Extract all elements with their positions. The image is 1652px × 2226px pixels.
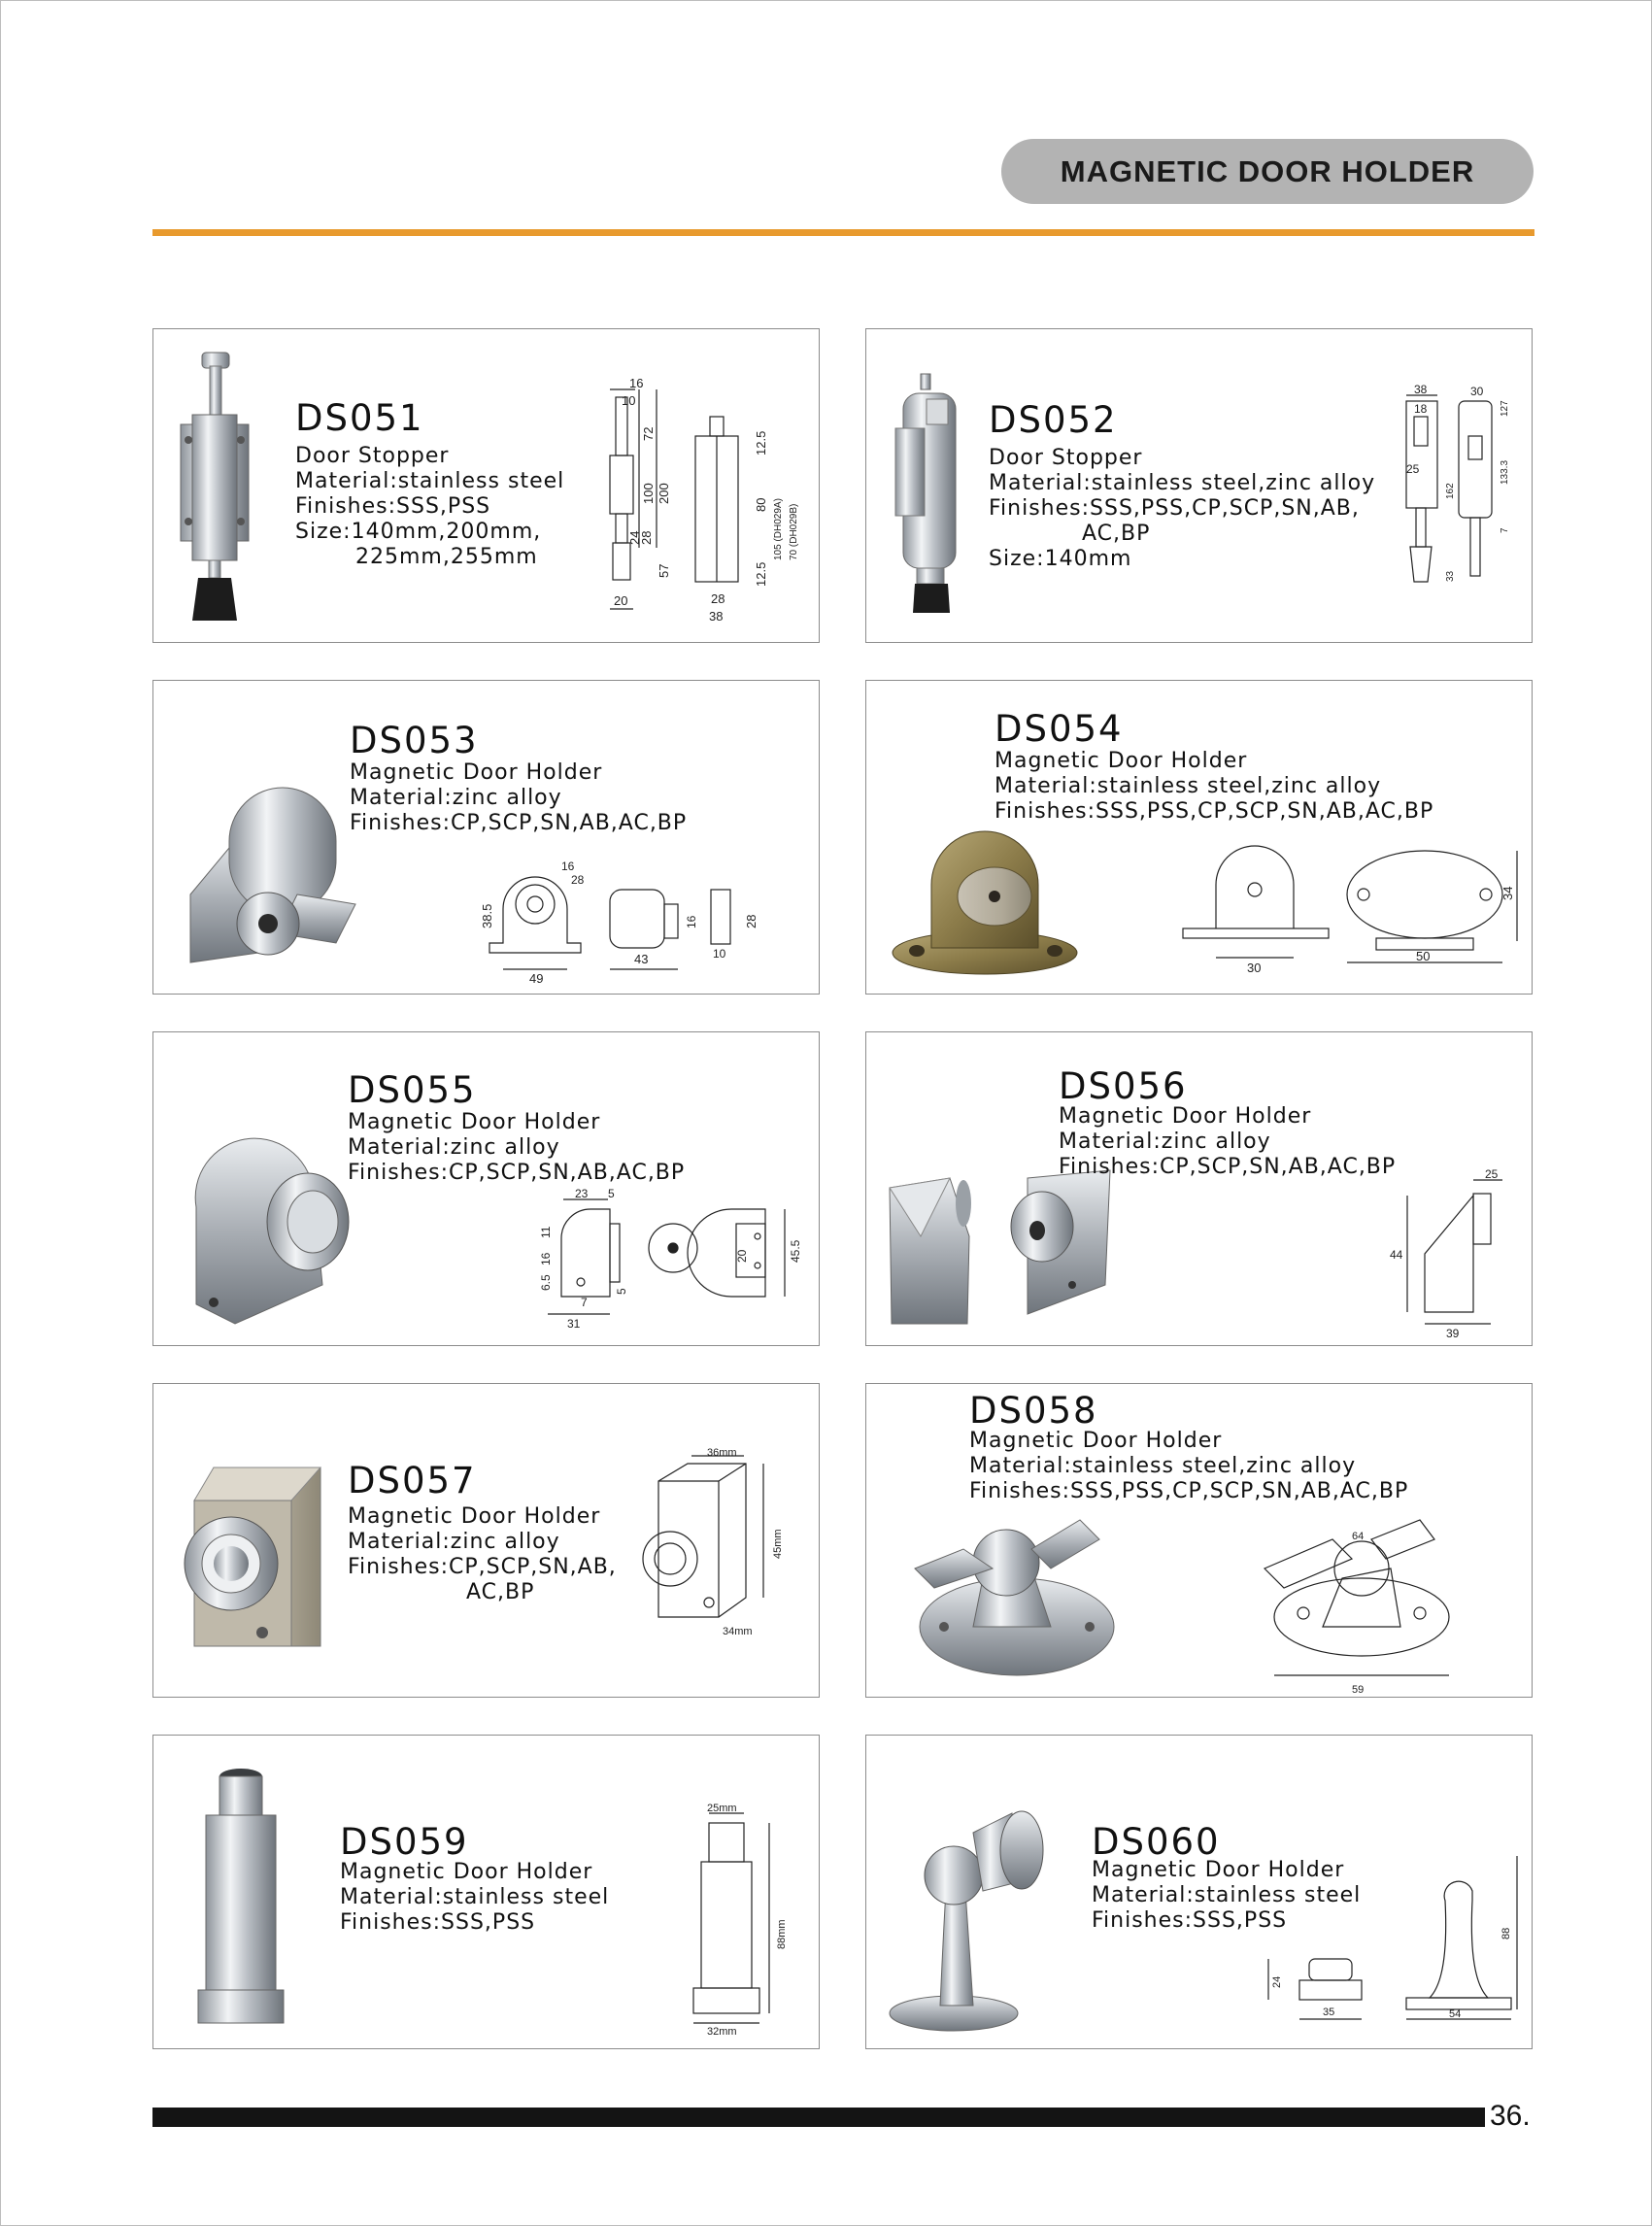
ds057-code: DS057 [348,1460,477,1501]
ds055-dim-7: 7 [581,1296,588,1309]
ds055-code: DS055 [348,1069,477,1111]
ds059-code: DS059 [340,1821,469,1863]
ds055-dim-5b: 5 [615,1288,628,1295]
ds058-type: Magnetic Door Holder [969,1429,1223,1453]
ds056-product-photo [882,1168,1115,1333]
ds055-technical-drawing [539,1187,814,1345]
ds054-dim-50: 50 [1416,949,1431,963]
ds055-dim-455: 45.5 [789,1239,802,1263]
ds060-finishes: Finishes:SSS,PSS [1092,1908,1288,1933]
ds057-finishes-cont: AC,BP [466,1580,535,1604]
ds052-dim-162: 162 [1445,483,1456,499]
ds052-type: Door Stopper [989,446,1143,470]
ds051-dim-12b: 12.5 [754,561,768,587]
ds053-dim-43: 43 [634,952,649,966]
ds054-dim-34: 34 [1500,886,1515,900]
ds056-material: Material:zinc alloy [1059,1130,1271,1154]
ds052-dim-127: 127 [1500,400,1510,417]
product-card-ds059 [152,1735,820,2049]
ds057-material: Material:zinc alloy [348,1530,560,1554]
ds051-dim-70: 70 (DH029B) [789,503,799,560]
ds059-product-photo [192,1763,299,2035]
ds056-dim-44: 44 [1390,1248,1403,1262]
ds057-technical-drawing [629,1447,794,1646]
ds060-dim-24: 24 [1271,1975,1283,1988]
ds051-dim-100: 100 [641,483,656,504]
ds053-dim-16b: 16 [685,915,698,928]
product-card-ds058 [865,1383,1533,1698]
ds055-dim-5: 5 [608,1187,615,1200]
ds056-finishes: Finishes:CP,SCP,SN,AB,AC,BP [1059,1155,1397,1179]
ds060-material: Material:stainless steel [1092,1883,1362,1907]
ds060-dim-54: 54 [1449,2008,1462,2020]
ds051-dim-105: 105 (DH029A) [773,498,784,560]
ds053-technical-drawing [474,851,814,987]
ds057-dim-36: 36mm [707,1447,737,1459]
ds057-finishes: Finishes:CP,SCP,SN,AB, [348,1555,617,1579]
ds051-dim-38: 38 [709,609,724,624]
ds051-dim-12a: 12.5 [754,430,768,455]
ds060-product-photo [876,1774,1061,2037]
ds052-dim-18: 18 [1414,402,1428,416]
ds051-product-photo [173,347,280,628]
page-number: 36. [1490,2100,1531,2132]
ds059-dim-32: 32mm [707,2026,737,2038]
ds058-material: Material:stainless steel,zinc alloy [969,1454,1357,1478]
ds058-dim-59: 59 [1352,1684,1365,1696]
ds055-type: Magnetic Door Holder [348,1110,601,1134]
ds059-type: Magnetic Door Holder [340,1860,593,1884]
header-rule [152,229,1534,236]
ds053-type: Magnetic Door Holder [350,760,603,785]
ds055-product-photo [177,1130,371,1333]
ds052-dim-7: 7 [1500,527,1510,533]
ds051-material: Material:stainless steel [295,469,565,493]
ds055-dim-65: 6.5 [539,1274,553,1291]
ds055-dim-23: 23 [575,1187,589,1200]
ds055-dim-31: 31 [567,1317,581,1331]
product-card-ds055 [152,1031,820,1346]
ds051-dim-28: 28 [639,530,654,545]
ds051-dim-57: 57 [657,563,671,578]
ds051-dim-20: 20 [614,593,628,608]
ds055-dim-11: 11 [539,1226,553,1238]
ds060-type: Magnetic Door Holder [1092,1858,1345,1882]
ds053-dim-28: 28 [571,873,585,887]
ds058-finishes: Finishes:SSS,PSS,CP,SCP,SN,AB,AC,BP [969,1479,1409,1503]
ds055-dim-20: 20 [735,1249,749,1263]
ds059-dim-25: 25mm [707,1803,737,1814]
ds055-material: Material:zinc alloy [348,1135,560,1160]
ds051-technical-drawing [581,378,804,635]
ds053-code: DS053 [350,720,479,761]
ds051-dim-10: 10 [622,393,636,408]
ds060-dim-88: 88 [1500,1927,1512,1939]
ds058-code: DS058 [969,1390,1098,1432]
ds052-technical-drawing [1391,383,1517,611]
ds051-size-cont: 225mm,255mm [355,545,538,569]
ds055-dim-16: 16 [539,1252,553,1265]
ds051-finishes: Finishes:SSS,PSS [295,494,491,519]
ds060-dim-35: 35 [1323,2007,1335,2018]
ds056-type: Magnetic Door Holder [1059,1104,1312,1129]
ds051-dim-16: 16 [629,376,644,390]
ds053-dim-28b: 28 [744,914,759,928]
ds060-code: DS060 [1092,1821,1221,1863]
ds051-dim-24: 24 [627,530,642,545]
ds052-finishes: Finishes:SSS,PSS,CP,SCP,SN,AB, [989,496,1360,521]
ds053-product-photo [171,778,365,982]
ds053-dim-385: 38.5 [480,903,494,928]
ds057-dim-45: 45mm [772,1529,784,1559]
ds052-dim-25: 25 [1406,462,1420,476]
product-card-ds051 [152,328,820,643]
ds054-dim-30: 30 [1247,961,1262,975]
ds051-code: DS051 [295,397,424,439]
ds059-technical-drawing [688,1804,804,2037]
ds054-material: Material:stainless steel,zinc alloy [995,774,1382,798]
product-card-ds060 [865,1735,1533,2049]
ds054-technical-drawing [1177,836,1527,982]
footer-bar [152,2108,1485,2127]
ds052-material: Material:stainless steel,zinc alloy [989,471,1376,495]
ds056-code: DS056 [1059,1065,1188,1107]
product-card-ds054 [865,680,1533,995]
ds051-dim-200: 200 [657,483,671,504]
ds056-dim-39: 39 [1446,1327,1460,1340]
ds051-dim-72: 72 [641,426,656,441]
ds053-dim-16: 16 [561,860,575,873]
ds051-size: Size:140mm,200mm, [295,520,542,544]
ds059-material: Material:stainless steel [340,1885,610,1909]
ds052-dim-133: 133.3 [1500,459,1510,485]
ds058-technical-drawing [1255,1520,1478,1695]
ds058-product-photo [905,1510,1119,1685]
ds054-product-photo [888,826,1092,982]
ds056-dim-25: 25 [1485,1167,1499,1181]
ds057-type: Magnetic Door Holder [348,1504,601,1529]
product-card-ds057 [152,1383,820,1698]
ds051-type: Door Stopper [295,444,450,468]
ds052-size: Size:140mm [989,547,1132,571]
ds060-technical-drawing [1255,1842,1527,2037]
ds057-product-photo [175,1462,340,1656]
ds053-finishes: Finishes:CP,SCP,SN,AB,AC,BP [350,811,688,835]
product-card-ds053 [152,680,820,995]
product-card-ds056 [865,1031,1533,1346]
page-title: MAGNETIC DOOR HOLDER [1001,139,1534,204]
ds055-finishes: Finishes:CP,SCP,SN,AB,AC,BP [348,1161,686,1185]
ds054-finishes: Finishes:SSS,PSS,CP,SCP,SN,AB,AC,BP [995,799,1434,824]
ds059-finishes: Finishes:SSS,PSS [340,1910,536,1935]
ds051-dim-28b: 28 [711,591,725,606]
ds053-material: Material:zinc alloy [350,786,562,810]
ds052-code: DS052 [989,399,1118,441]
ds054-code: DS054 [995,708,1124,750]
product-card-ds052 [865,328,1533,643]
ds054-type: Magnetic Door Holder [995,749,1248,773]
ds058-dim-64: 64 [1352,1531,1365,1542]
ds059-dim-88: 88mm [776,1919,788,1949]
ds052-dim-38: 38 [1414,383,1428,396]
ds052-dim-33: 33 [1445,570,1456,582]
ds056-technical-drawing [1390,1166,1522,1341]
ds053-dim-10: 10 [713,947,726,961]
ds057-dim-34: 34mm [723,1626,753,1637]
ds051-dim-80: 80 [754,497,768,512]
ds053-dim-49: 49 [529,971,544,986]
ds052-finishes-cont: AC,BP [1082,522,1151,546]
ds052-dim-30: 30 [1470,385,1484,398]
ds052-product-photo [888,370,975,623]
